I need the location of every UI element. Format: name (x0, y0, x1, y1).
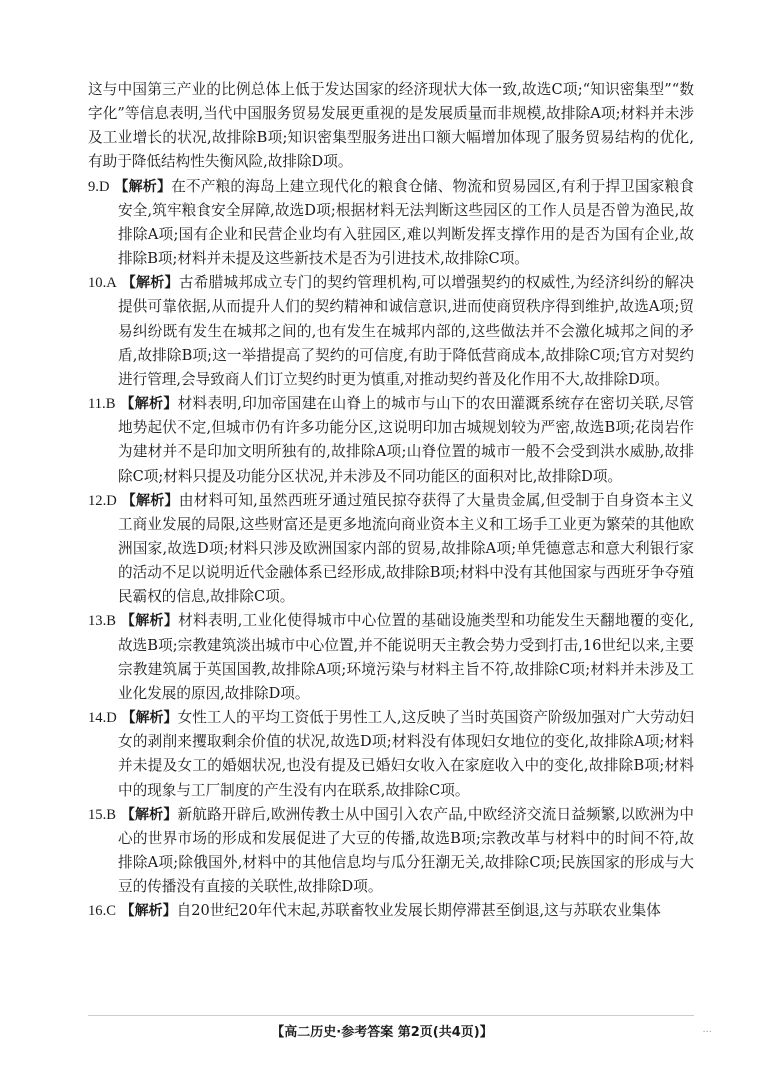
answer-text: 女性工人的平均工资低于男性工人,这反映了当时英国资产阶级加强对广大劳动妇女的剥削来攫取剩余价值的状况,故选D项;材料没有体现妇女地位的变化,故排除A项;材料并未提及女工的婚姻状况,也没有提及已婚妇女收入在家庭收入中的变化,故排除B项;材料中的现象与工厂制度的产生没有内在联系,故排除C项。 (118, 709, 695, 799)
answer-item-11 (88, 392, 694, 489)
answer-item-9 (88, 175, 694, 272)
analysis-tag: 【解析】 (114, 178, 172, 195)
answer-content (88, 78, 694, 923)
answer-text: 古希腊城邦成立专门的契约管理机构,可以增强契约的权威性,为经济纠纷的解决提供可靠依据,从而提升人们的契约精神和诚信意识,进而使商贸秩序得到维护,故选A项;贸易纠纷既有发生在城邦之间的,也有发生在城邦内部的,这些做法并不会激化城邦之间的矛盾,故排除B项;这一举措提高了契约的可信度,有助于降低营商成本,故排除C项;官方对契约进行管理,会导致商人们订立契约时更为慎重,对推动契约普及化作用不大,故排除D项。 (118, 274, 695, 388)
answer-text: 材料表明,印加帝国建在山脊上的城市与山下的农田灌溉系统存在密切关联,尽管地势起伏不定,但城市仍有许多功能分区,这说明印加古城规划较为严密,故选B项;花岗岩作为建材并不是印加文明所独有的,故排除A项;山脊位置的城市一般不会受到洪水威胁,故排除C项;材料只提及功能分区状况,并未涉及不同功能区的面积对比,故排除D项。 (118, 395, 695, 485)
answer-item-10 (88, 271, 694, 392)
analysis-tag: 【解析】 (120, 806, 178, 823)
footer-divider (88, 1015, 694, 1016)
answer-number: 16.C (88, 903, 116, 920)
analysis-tag: 【解析】 (121, 492, 179, 509)
analysis-tag: 【解析】 (121, 710, 178, 727)
answer-text: 材料表明,工业化使得城市中心位置的基础设施类型和功能发生天翻地覆的变化,故选B项;宗教建筑淡出城市中心位置,并不能说明天主教会势力受到打击,16世纪以来,主要宗教建筑属于英国国教,故排除A项;环境污染与材料主旨不符,故排除C项;材料并未涉及工业化发展的原因,故排除D项。 (118, 612, 695, 702)
answer-item-12 (88, 489, 694, 610)
analysis-tag: 【解析】 (121, 275, 179, 292)
answer-item-14 (88, 706, 694, 803)
answer-number: 13.B (88, 613, 116, 630)
continued-paragraph: 这与中国第三产业的比例总体上低于发达国家的经济现状大体一致,故选C项;“知识密集型”“数字化”等信息表明,当代中国服务贸易发展更重视的是发展质量而非规模,故排除A项;材料并未涉及工业增长的状况,故排除B项;知识密集型服务进出口额大幅增加体现了服务贸易结构的优化,有助于降低结构性失衡风险,故排除D项。 (88, 81, 694, 171)
answer-text: 在不产粮的海岛上建立现代化的粮食仓储、物流和贸易园区,有利于捍卫国家粮食安全,筑牢粮食安全屏障,故选D项;根据材料无法判断这些园区的工作人员是否曾为渔民,故排除A项;国有企业和民营企业均有入驻园区,难以判断发挥支撑作用的是否为国有企业,故排除B项;材料并未提及这些新技术是否为引进技术,故排除C项。 (118, 177, 694, 268)
answer-text: 由材料可知,虽然西班牙通过殖民掠夺获得了大量贵金属,但受制于自身资本主义工商业发展的局限,这些财富还是更多地流向商业资本主义和工场手工业更为繁荣的其他欧洲国家,故选D项;材料只涉及欧洲国家内部的贸易,故排除A项;单凭德意志和意大利银行家的活动不足以说明近代金融体系已经形成,故排除B项;材料中没有其他国家与西班牙争夺殖民霸权的信息,故排除C项。 (118, 491, 695, 606)
answer-number: 12.D (88, 492, 117, 509)
page-footer: 【高二历史·参考答案 第2页(共4页)】 (271, 1025, 493, 1040)
answer-number: 11.B (88, 396, 116, 413)
analysis-tag: 【解析】 (120, 903, 177, 920)
answer-item-13 (88, 609, 694, 706)
answer-text: 自20世纪20年代末起,苏联畜牧业发展长期停滞甚至倒退,这与苏联农业集体 (176, 902, 661, 920)
analysis-tag: 【解析】 (120, 396, 178, 413)
answer-item-15 (88, 803, 694, 900)
answer-number: 15.B (88, 806, 116, 823)
answer-number: 9.D (88, 178, 110, 195)
analysis-tag: 【解析】 (120, 613, 179, 630)
answer-item-16 (88, 899, 694, 923)
answer-number: 14.D (88, 710, 117, 727)
corner-mark: ... (702, 1024, 712, 1035)
answer-text: 新航路开辟后,欧洲传教士从中国引入农产品,中欧经济交流日益频繁,以欧洲为中心的世界市场的形成和发展促进了大豆的传播,故选B项;宗教改革与材料中的时间不符,故排除A项;除俄国外,材料中的其他信息均与瓜分狂潮无关,故排除C项;民族国家的形成与大豆的传播没有直接的关联性,故排除D项。 (118, 805, 695, 896)
answer-number: 10.A (88, 275, 117, 292)
